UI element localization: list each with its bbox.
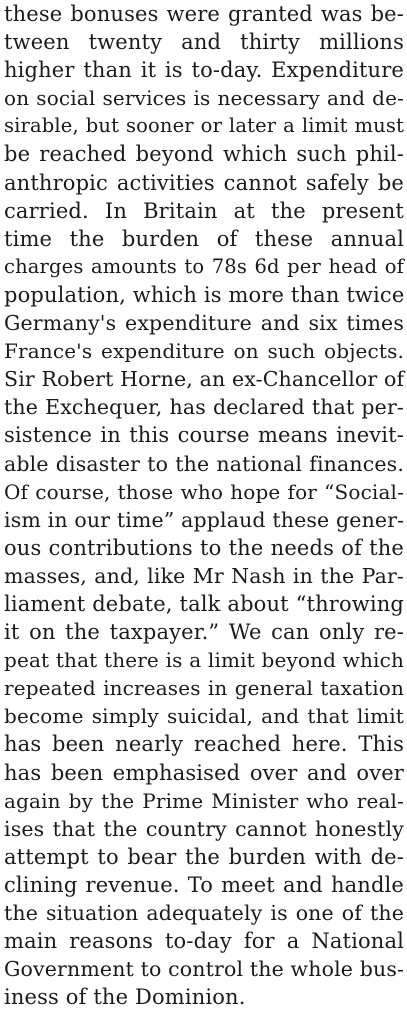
text-line: charges amounts to 78s 6d per head of	[4, 254, 404, 278]
text-line: iness of the Dominion.	[4, 985, 246, 1010]
text-line: main reasons to-day for a National	[4, 929, 404, 954]
text-line: attempt to bear the burden with de-	[4, 844, 404, 869]
text-line: masses, and, like Mr Nash in the Par-	[4, 563, 404, 588]
text-line: sistence in this course means inevit-	[4, 423, 404, 448]
text-line: population, which is more than twice	[4, 282, 405, 307]
text-line: Government to control the whole bus-	[4, 957, 405, 982]
text-line: peat that there is a limit beyond which	[4, 648, 404, 673]
text-line: again by the Prime Minister who real-	[4, 788, 404, 813]
text-line: has been emphasised over and over	[4, 760, 404, 785]
article-text-column	[4, 0, 404, 1011]
text-line: on social services is necessary and de-	[4, 86, 404, 111]
text-line: Sir Robert Horne, an ex-Chancellor of	[4, 367, 405, 392]
text-line: clining revenue. To meet and handle	[4, 872, 404, 897]
text-line: anthropic activities cannot safely be	[4, 170, 404, 195]
text-line: ous contributions to the needs of the	[4, 535, 404, 560]
text-line: carried. In Britain at the present	[4, 198, 404, 223]
text-line: France's expenditure on such objects.	[4, 339, 404, 364]
text-line: Germany's expenditure and six times	[4, 311, 404, 336]
text-line: tween twenty and thirty millions	[4, 30, 404, 55]
text-line: sirable, but sooner or later a limit must	[4, 114, 404, 138]
text-line: ism in our time” applaud these gener-	[4, 507, 405, 532]
text-line: liament debate, talk about “throwing	[4, 591, 404, 616]
text-line: be reached beyond which such phil-	[4, 142, 404, 167]
text-line: time the burden of these annual	[4, 226, 404, 251]
text-line: Of course, those who hope for “Social-	[4, 479, 404, 504]
text-line: these bonuses were granted was be-	[4, 2, 404, 26]
text-line: higher than it is to-day. Expenditure	[4, 58, 404, 83]
text-line: has been nearly reached here. This	[4, 732, 404, 757]
text-line: the situation adequately is one of the	[4, 901, 404, 925]
text-line: the Exchequer, has declared that per-	[4, 395, 404, 420]
text-line: it on the taxpayer.” We can only re-	[4, 620, 404, 645]
text-line: ises that the country cannot honestly	[4, 816, 404, 841]
text-line: repeated increases in general taxation	[4, 676, 404, 701]
text-line: become simply suicidal, and that limit	[4, 704, 404, 729]
text-line: able disaster to the national finances.	[4, 451, 404, 476]
